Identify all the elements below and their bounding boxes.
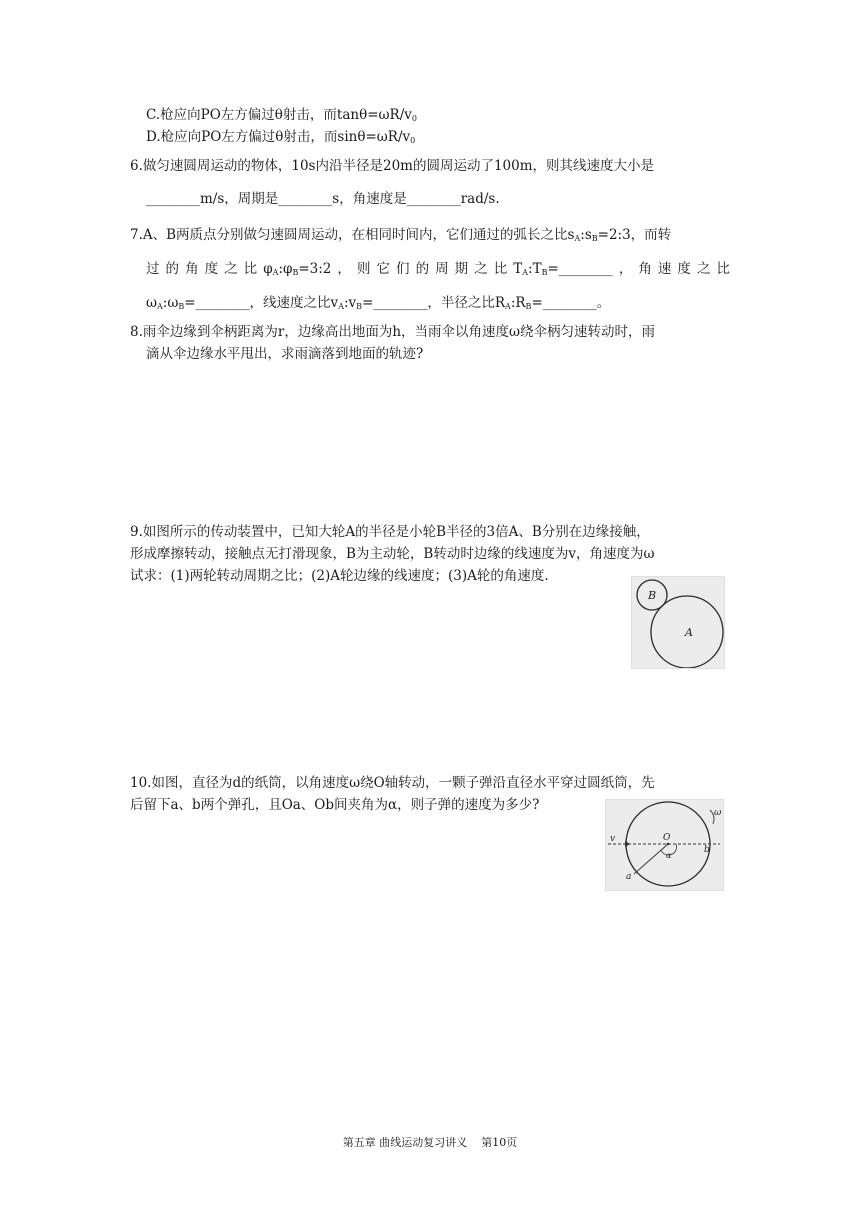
q5-option-c (146, 109, 417, 123)
q7-sub: B (292, 268, 299, 277)
q7-text: :φ (278, 261, 293, 277)
q5-option-c-sub: 0 (411, 114, 417, 123)
q10-cylinder-diagram (606, 800, 723, 890)
q7-text: =________，半径之比R (362, 295, 506, 311)
q7-text: =________，线速度之比v (184, 295, 339, 311)
q7-text: :v (343, 295, 357, 311)
label-o: O (663, 833, 671, 843)
q7-sub: A (522, 268, 529, 277)
q10-cylinder-figure (605, 799, 724, 891)
q8-line-2: 滴从伞边缘水平甩出，求雨滴落到地面的轨迹? (146, 346, 424, 362)
arrow-head (625, 841, 630, 847)
q9-gear-figure (631, 576, 725, 669)
q7-sub: B (541, 268, 548, 277)
q7-sub: B (178, 302, 185, 311)
q7-text: :s (580, 227, 592, 243)
label-b: B (648, 589, 657, 602)
label-b-hole: b (704, 845, 710, 855)
q7-text: 过的角度之比φ (146, 261, 273, 277)
label-a-hole: a (626, 872, 632, 882)
footer-page-number: 第10页 (481, 1136, 518, 1149)
q5-option-d (146, 131, 415, 145)
radius-oa (634, 844, 668, 874)
label-v: v (610, 834, 616, 844)
q7-line-2 (146, 263, 730, 277)
label-omega: ω (714, 808, 722, 818)
q5-option-c-text: C.枪应向PO左方偏过θ射击，而tanθ=ωR/v (146, 107, 412, 123)
footer-chapter: 第五章 曲线运动复习讲义 (342, 1136, 468, 1149)
q9-line-2: 形成摩擦转动，接触点无打滑现象，B为主动轮，B转动时边缘的线速度为v，角速度为ω (130, 546, 655, 562)
q7-sub: A (157, 302, 163, 311)
q6-line-2: ________m/s，周期是________s，角速度是________rad/s. (146, 191, 500, 207)
q7-text: =2:3，而转 (597, 227, 672, 243)
q7-line-1-text: 7.A、B两质点分别做匀速圆周运动，在相同时间内，它们通过的弧长之比s (130, 227, 575, 243)
q7-text: =3:2，则它们的周期之比T (298, 261, 523, 277)
q9-line-1: 9.如图所示的传动装置中，已知大轮A的半径是小轮B半径的3倍A、B分别在边缘接触， (130, 524, 650, 540)
q7-text: :ω (162, 295, 179, 311)
label-alpha: α (666, 851, 672, 860)
q10-line-2: 后留下a、b两个弹孔，且Oa、Ob间夹角为α，则子弹的速度为多少? (130, 797, 540, 813)
label-a: A (685, 626, 693, 639)
q7-line-3 (146, 297, 610, 311)
q8-line-1: 8.雨伞边缘到伞柄距离为r，边缘高出地面为h，当雨伞以角速度ω绕伞柄匀速转动时，雨 (130, 324, 656, 340)
q9-line-3: 试求：(1)两轮转动周期之比；(2)A轮边缘的线速度；(3)A轮的角速度. (130, 568, 549, 584)
q7-sub: A (338, 302, 344, 311)
q5-option-d-text: D.枪应向PO左方偏过θ射击，而sinθ=ωR/v (146, 129, 411, 145)
q7-text: :T (528, 261, 542, 277)
q10-line-1: 10.如图，直径为d的纸筒，以角速度ω绕O轴转动，一颗子弹沿直径水平穿过圆纸筒，先 (130, 775, 655, 791)
q9-gear-diagram (632, 577, 724, 668)
q7-line-1 (130, 229, 671, 243)
q7-sub: B (356, 302, 363, 311)
q7-sub: A (574, 234, 581, 243)
q7-sub: A (272, 268, 279, 277)
q7-text: :R (510, 295, 526, 311)
q7-sub: B (525, 302, 532, 311)
q7-text: ω (146, 295, 158, 311)
q6-line-1: 6.做匀速圆周运动的物体，10s内沿半径是20m的圆周运动了100m，则其线速度大小是 (130, 158, 655, 174)
q7-text: =________，角速度之比 (547, 261, 731, 277)
q7-text: =________。 (531, 295, 611, 311)
center-o (667, 843, 669, 845)
q7-sub: A (505, 302, 511, 311)
page-footer (0, 1134, 860, 1150)
q7-sub: B (591, 234, 598, 243)
q5-option-d-sub: 0 (410, 136, 416, 145)
